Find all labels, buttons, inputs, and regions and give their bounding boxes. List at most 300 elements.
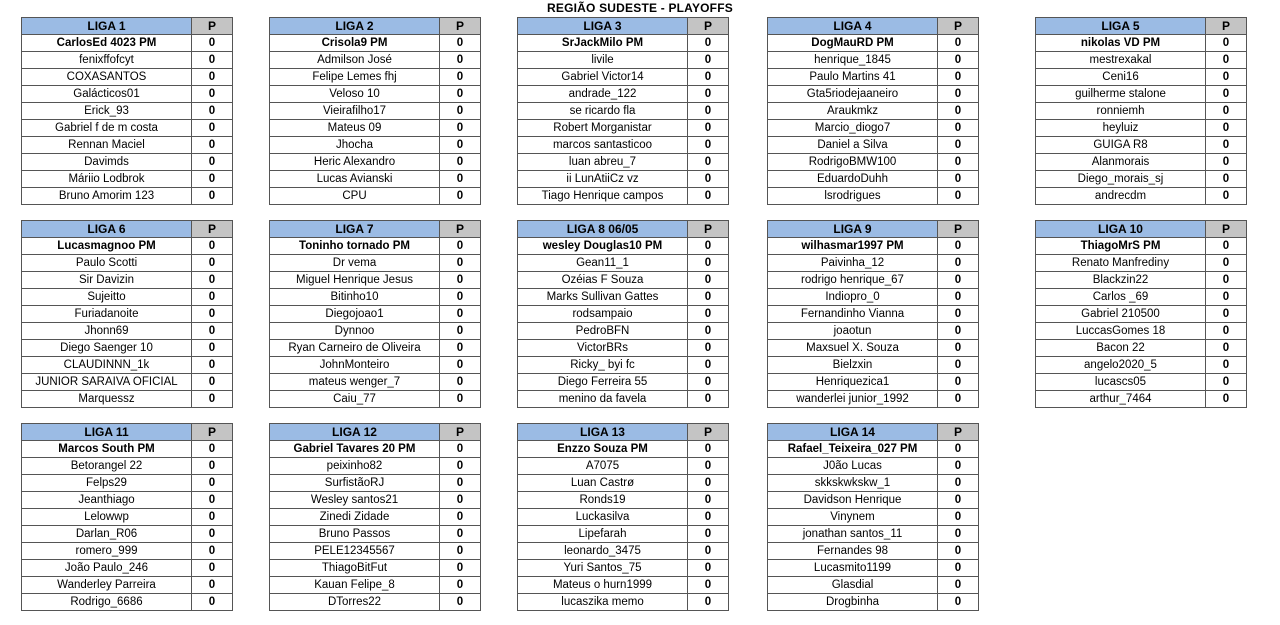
player-name: Heric Alexandro <box>270 154 440 171</box>
table-row <box>518 475 729 492</box>
player-points: 0 <box>440 255 481 272</box>
league-header-row <box>270 424 481 441</box>
player-points: 0 <box>440 188 481 205</box>
points-header: P <box>192 18 233 35</box>
table-row <box>22 171 233 188</box>
player-name: fenixffofcyt <box>22 52 192 69</box>
table-row <box>768 357 979 374</box>
player-points: 0 <box>192 255 233 272</box>
player-name: Daniel a Silva <box>768 137 938 154</box>
player-points: 0 <box>440 340 481 357</box>
player-name: Máriio Lodbrok <box>22 171 192 188</box>
player-points: 0 <box>938 103 979 120</box>
player-points: 0 <box>938 289 979 306</box>
player-points: 0 <box>688 289 729 306</box>
table-row <box>22 492 233 509</box>
table-row <box>1036 357 1247 374</box>
player-points: 0 <box>192 69 233 86</box>
table-row <box>518 492 729 509</box>
table-row <box>518 120 729 137</box>
league-table <box>517 17 729 205</box>
player-points: 0 <box>688 594 729 611</box>
player-points: 0 <box>1206 289 1247 306</box>
player-name: Indiopro_0 <box>768 289 938 306</box>
league-header-row <box>768 424 979 441</box>
table-row <box>1036 69 1247 86</box>
player-points: 0 <box>688 171 729 188</box>
player-name: DTorres22 <box>270 594 440 611</box>
player-name: SurfistãoRJ <box>270 475 440 492</box>
table-row <box>768 120 979 137</box>
player-name: PELE12345567 <box>270 543 440 560</box>
player-points: 0 <box>440 69 481 86</box>
player-points: 0 <box>938 509 979 526</box>
player-name: Sir Davizin <box>22 272 192 289</box>
player-name: luan abreu_7 <box>518 154 688 171</box>
league-name: LIGA 7 <box>270 221 440 238</box>
player-name: se ricardo fla <box>518 103 688 120</box>
table-row <box>518 509 729 526</box>
player-points: 0 <box>938 306 979 323</box>
table-row <box>22 289 233 306</box>
player-name: Davimds <box>22 154 192 171</box>
table-row <box>768 154 979 171</box>
player-name: Enzzo Souza PM <box>518 441 688 458</box>
player-points: 0 <box>440 374 481 391</box>
player-points: 0 <box>938 69 979 86</box>
player-name: Kauan Felipe_8 <box>270 577 440 594</box>
player-points: 0 <box>1206 154 1247 171</box>
table-row <box>768 188 979 205</box>
player-points: 0 <box>938 577 979 594</box>
player-name: Rodrigo_6686 <box>22 594 192 611</box>
player-points: 0 <box>1206 255 1247 272</box>
player-name: Mateus 09 <box>270 120 440 137</box>
player-points: 0 <box>688 577 729 594</box>
player-points: 0 <box>440 323 481 340</box>
player-name: Marcio_diogo7 <box>768 120 938 137</box>
league-header-row <box>22 18 233 35</box>
table-row <box>768 238 979 255</box>
player-name: Furiadanoite <box>22 306 192 323</box>
table-row <box>768 340 979 357</box>
league-table <box>269 423 481 611</box>
table-row <box>768 103 979 120</box>
player-points: 0 <box>688 154 729 171</box>
table-row <box>270 306 481 323</box>
table-row <box>1036 188 1247 205</box>
player-points: 0 <box>688 357 729 374</box>
player-points: 0 <box>938 475 979 492</box>
league-table <box>517 220 729 408</box>
player-name: Jhocha <box>270 137 440 154</box>
player-name: Paulo Martins 41 <box>768 69 938 86</box>
player-points: 0 <box>938 594 979 611</box>
player-name: Lipefarah <box>518 526 688 543</box>
player-points: 0 <box>1206 340 1247 357</box>
player-name: Gabriel 210500 <box>1036 306 1206 323</box>
league-name: LIGA 12 <box>270 424 440 441</box>
league-table <box>517 423 729 611</box>
player-name: Bacon 22 <box>1036 340 1206 357</box>
points-header: P <box>688 424 729 441</box>
player-name: lsrodrigues <box>768 188 938 205</box>
league-name: LIGA 11 <box>22 424 192 441</box>
league-header-row <box>22 221 233 238</box>
table-row <box>22 35 233 52</box>
player-points: 0 <box>192 86 233 103</box>
player-points: 0 <box>688 458 729 475</box>
player-points: 0 <box>938 526 979 543</box>
league-table <box>1035 220 1247 408</box>
table-row <box>22 475 233 492</box>
player-name: Bruno Amorim 123 <box>22 188 192 205</box>
table-row <box>270 543 481 560</box>
player-name: CarlosEd 4023 PM <box>22 35 192 52</box>
league-table <box>21 17 233 205</box>
table-row <box>270 171 481 188</box>
player-points: 0 <box>938 458 979 475</box>
table-row <box>518 238 729 255</box>
table-row <box>518 560 729 577</box>
table-row <box>768 560 979 577</box>
table-row <box>22 238 233 255</box>
player-name: Dr vema <box>270 255 440 272</box>
table-row <box>518 103 729 120</box>
table-row <box>768 137 979 154</box>
player-name: Bielzxin <box>768 357 938 374</box>
player-name: livile <box>518 52 688 69</box>
table-row <box>270 458 481 475</box>
player-points: 0 <box>192 340 233 357</box>
player-name: Galácticos01 <box>22 86 192 103</box>
player-name: Bruno Passos <box>270 526 440 543</box>
table-row <box>768 86 979 103</box>
points-header: P <box>688 18 729 35</box>
player-points: 0 <box>192 577 233 594</box>
player-points: 0 <box>1206 120 1247 137</box>
player-name: Tiago Henrique campos <box>518 188 688 205</box>
player-points: 0 <box>192 357 233 374</box>
player-name: ThiagoMrS PM <box>1036 238 1206 255</box>
league-header-row <box>270 221 481 238</box>
table-row <box>22 509 233 526</box>
league-table <box>767 17 979 205</box>
player-points: 0 <box>192 560 233 577</box>
player-name: arthur_7464 <box>1036 391 1206 408</box>
player-points: 0 <box>192 272 233 289</box>
table-row <box>22 69 233 86</box>
player-name: ronniemh <box>1036 103 1206 120</box>
table-row <box>518 340 729 357</box>
player-points: 0 <box>688 306 729 323</box>
player-points: 0 <box>688 340 729 357</box>
table-row <box>1036 289 1247 306</box>
player-points: 0 <box>440 120 481 137</box>
table-row <box>270 340 481 357</box>
player-name: wesley Douglas10 PM <box>518 238 688 255</box>
player-name: Luckasilva <box>518 509 688 526</box>
player-name: jonathan santos_11 <box>768 526 938 543</box>
table-row <box>270 137 481 154</box>
player-name: Marcos South PM <box>22 441 192 458</box>
table-row <box>768 526 979 543</box>
player-name: andrecdm <box>1036 188 1206 205</box>
player-name: Diegojoao1 <box>270 306 440 323</box>
player-points: 0 <box>192 137 233 154</box>
table-row <box>1036 154 1247 171</box>
table-row <box>270 509 481 526</box>
player-points: 0 <box>938 154 979 171</box>
player-points: 0 <box>1206 69 1247 86</box>
player-points: 0 <box>192 458 233 475</box>
player-name: ThiagoBitFut <box>270 560 440 577</box>
player-name: Paivinha_12 <box>768 255 938 272</box>
player-points: 0 <box>688 272 729 289</box>
table-row <box>768 577 979 594</box>
player-points: 0 <box>938 52 979 69</box>
table-row <box>270 577 481 594</box>
table-row <box>270 391 481 408</box>
player-name: JohnMonteiro <box>270 357 440 374</box>
table-row <box>768 543 979 560</box>
league-header-row <box>518 424 729 441</box>
league-table <box>1035 17 1247 205</box>
table-row <box>270 289 481 306</box>
points-header: P <box>938 221 979 238</box>
player-name: henrique_1845 <box>768 52 938 69</box>
player-name: Davidson Henrique <box>768 492 938 509</box>
player-name: Paulo Scotti <box>22 255 192 272</box>
table-row <box>22 137 233 154</box>
league-name: LIGA 5 <box>1036 18 1206 35</box>
table-row <box>1036 374 1247 391</box>
player-name: leonardo_3475 <box>518 543 688 560</box>
league-header-row <box>1036 221 1247 238</box>
table-row <box>1036 35 1247 52</box>
player-name: Robert Morganistar <box>518 120 688 137</box>
points-header: P <box>440 424 481 441</box>
player-points: 0 <box>938 441 979 458</box>
table-row <box>518 171 729 188</box>
player-name: Marquessz <box>22 391 192 408</box>
table-row <box>270 594 481 611</box>
table-row <box>270 120 481 137</box>
table-row <box>22 577 233 594</box>
league-header-row <box>518 18 729 35</box>
league-header-row <box>768 18 979 35</box>
player-name: Lucasmito1199 <box>768 560 938 577</box>
league-name: LIGA 14 <box>768 424 938 441</box>
table-row <box>270 441 481 458</box>
player-points: 0 <box>938 35 979 52</box>
player-points: 0 <box>1206 86 1247 103</box>
table-row <box>518 441 729 458</box>
player-points: 0 <box>688 35 729 52</box>
player-name: COXASANTOS <box>22 69 192 86</box>
player-name: JUNIOR SARAIVA OFICIAL <box>22 374 192 391</box>
player-name: SrJackMilo PM <box>518 35 688 52</box>
player-name: Dynnoo <box>270 323 440 340</box>
player-name: RodrigoBMW100 <box>768 154 938 171</box>
player-points: 0 <box>688 86 729 103</box>
player-name: Rafael_Teixeira_027 PM <box>768 441 938 458</box>
table-row <box>22 86 233 103</box>
table-row <box>1036 137 1247 154</box>
player-points: 0 <box>192 391 233 408</box>
table-row <box>22 120 233 137</box>
table-row <box>518 357 729 374</box>
player-name: Ryan Carneiro de Oliveira <box>270 340 440 357</box>
player-name: LuccasGomes 18 <box>1036 323 1206 340</box>
table-row <box>768 289 979 306</box>
table-row <box>270 238 481 255</box>
player-points: 0 <box>688 120 729 137</box>
table-row <box>270 52 481 69</box>
player-name: Erick_93 <box>22 103 192 120</box>
table-row <box>518 543 729 560</box>
table-row <box>22 52 233 69</box>
player-name: PedroBFN <box>518 323 688 340</box>
player-name: lucaszika memo <box>518 594 688 611</box>
player-name: Vinynem <box>768 509 938 526</box>
player-points: 0 <box>1206 137 1247 154</box>
table-row <box>22 391 233 408</box>
player-name: EduardoDuhh <box>768 171 938 188</box>
player-points: 0 <box>192 374 233 391</box>
player-name: mateus wenger_7 <box>270 374 440 391</box>
player-points: 0 <box>938 238 979 255</box>
player-points: 0 <box>1206 171 1247 188</box>
table-row <box>270 374 481 391</box>
player-points: 0 <box>688 374 729 391</box>
table-row <box>1036 86 1247 103</box>
player-points: 0 <box>440 272 481 289</box>
table-row <box>270 86 481 103</box>
player-name: wanderlei junior_1992 <box>768 391 938 408</box>
league-table <box>767 220 979 408</box>
player-name: Henriquezica1 <box>768 374 938 391</box>
table-row <box>22 458 233 475</box>
table-row <box>22 340 233 357</box>
player-points: 0 <box>938 137 979 154</box>
player-points: 0 <box>440 577 481 594</box>
player-points: 0 <box>938 323 979 340</box>
player-points: 0 <box>938 543 979 560</box>
table-row <box>518 323 729 340</box>
player-name: mestrexakal <box>1036 52 1206 69</box>
table-row <box>518 255 729 272</box>
table-row <box>1036 323 1247 340</box>
player-name: Jeanthiago <box>22 492 192 509</box>
table-row <box>768 475 979 492</box>
player-points: 0 <box>938 272 979 289</box>
player-points: 0 <box>688 52 729 69</box>
player-name: Crisola9 PM <box>270 35 440 52</box>
table-row <box>22 188 233 205</box>
table-row <box>518 86 729 103</box>
points-header: P <box>440 221 481 238</box>
player-name: Veloso 10 <box>270 86 440 103</box>
player-name: Diego_morais_sj <box>1036 171 1206 188</box>
player-name: peixinho82 <box>270 458 440 475</box>
player-name: A7075 <box>518 458 688 475</box>
player-name: Fernandes 98 <box>768 543 938 560</box>
player-points: 0 <box>192 509 233 526</box>
player-name: Fernandinho Vianna <box>768 306 938 323</box>
table-row <box>22 255 233 272</box>
player-points: 0 <box>1206 391 1247 408</box>
table-row <box>270 103 481 120</box>
table-row <box>270 560 481 577</box>
player-points: 0 <box>1206 272 1247 289</box>
table-row <box>518 594 729 611</box>
player-points: 0 <box>938 86 979 103</box>
table-row <box>270 154 481 171</box>
player-points: 0 <box>688 188 729 205</box>
player-points: 0 <box>938 120 979 137</box>
player-name: Rennan Maciel <box>22 137 192 154</box>
player-name: nikolas VD PM <box>1036 35 1206 52</box>
player-name: andrade_122 <box>518 86 688 103</box>
player-name: Zinedi Zidade <box>270 509 440 526</box>
table-row <box>270 492 481 509</box>
player-name: angelo2020_5 <box>1036 357 1206 374</box>
player-points: 0 <box>1206 35 1247 52</box>
player-points: 0 <box>192 103 233 120</box>
table-row <box>22 323 233 340</box>
table-row <box>518 69 729 86</box>
points-header: P <box>192 424 233 441</box>
table-row <box>768 69 979 86</box>
points-header: P <box>938 18 979 35</box>
page-title: REGIÃO SUDESTE - PLAYOFFS <box>547 1 733 15</box>
player-name: ii LunAtiiCz vz <box>518 171 688 188</box>
league-name: LIGA 4 <box>768 18 938 35</box>
table-row <box>270 35 481 52</box>
player-name: menino da favela <box>518 391 688 408</box>
player-name: Lucas Avianski <box>270 171 440 188</box>
player-points: 0 <box>1206 323 1247 340</box>
player-name: Maxsuel X. Souza <box>768 340 938 357</box>
player-points: 0 <box>1206 374 1247 391</box>
player-name: Bitinho10 <box>270 289 440 306</box>
player-name: guilherme stalone <box>1036 86 1206 103</box>
table-row <box>768 594 979 611</box>
player-name: wilhasmar1997 PM <box>768 238 938 255</box>
player-name: DogMauRD PM <box>768 35 938 52</box>
player-name: Mateus o hurn1999 <box>518 577 688 594</box>
league-header-row <box>1036 18 1247 35</box>
league-header-row <box>768 221 979 238</box>
player-name: Sujeitto <box>22 289 192 306</box>
player-points: 0 <box>688 323 729 340</box>
table-row <box>768 492 979 509</box>
player-name: romero_999 <box>22 543 192 560</box>
table-row <box>22 594 233 611</box>
player-points: 0 <box>440 357 481 374</box>
table-row <box>22 543 233 560</box>
player-points: 0 <box>192 188 233 205</box>
league-header-row <box>518 221 729 238</box>
player-points: 0 <box>440 306 481 323</box>
player-points: 0 <box>192 543 233 560</box>
player-name: Yuri Santos_75 <box>518 560 688 577</box>
table-row <box>22 374 233 391</box>
player-name: rodrigo henrique_67 <box>768 272 938 289</box>
player-name: Ronds19 <box>518 492 688 509</box>
player-name: Ricky_ byi fc <box>518 357 688 374</box>
